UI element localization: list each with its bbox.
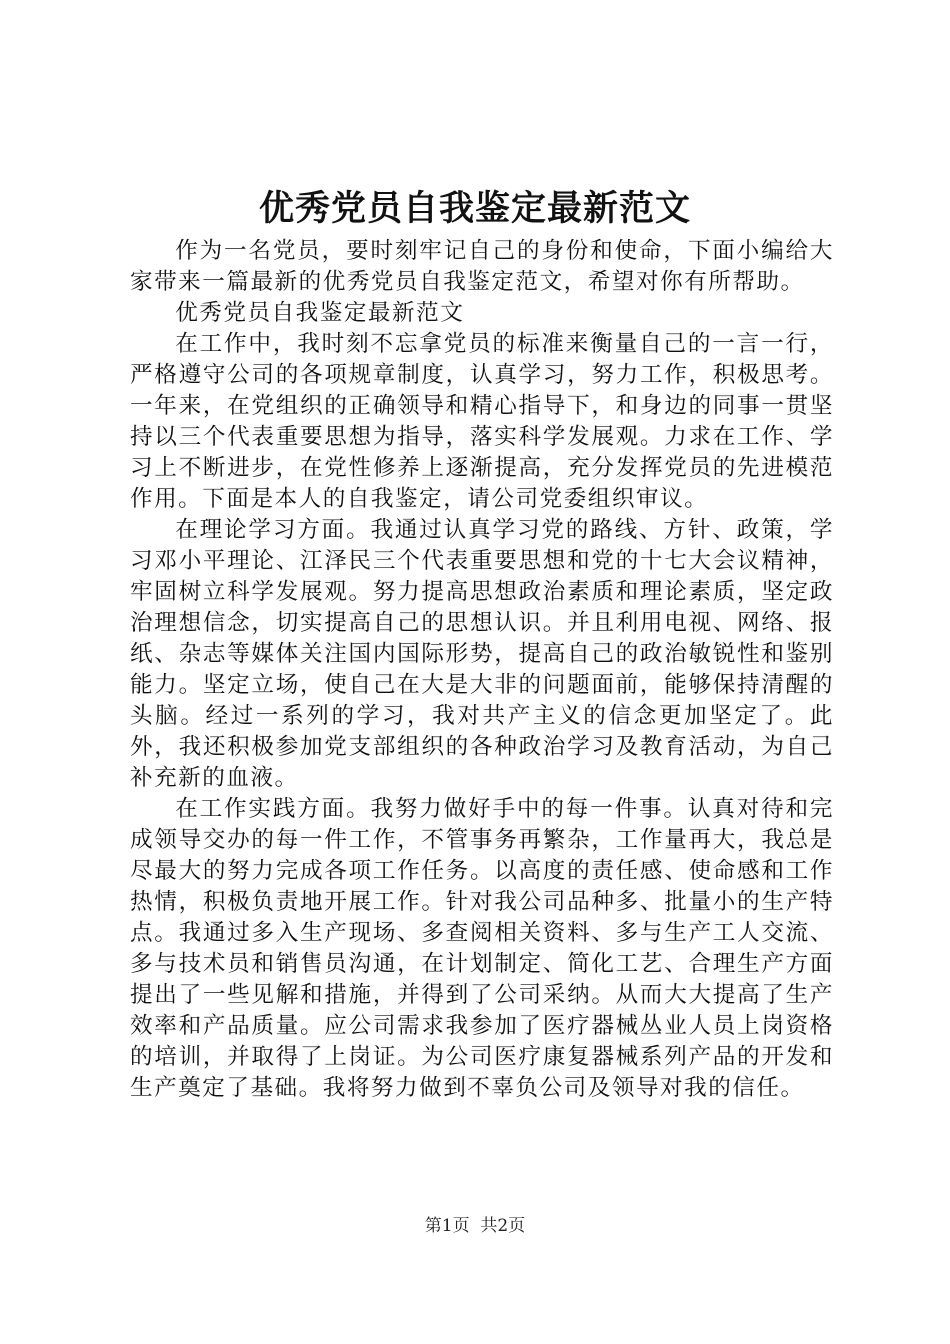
work-paragraph: 在工作中，我时刻不忘拿党员的标准来衡量自己的一言一行，严格遵守公司的各项规章制度，认真学习，努力工作，积极思考。一年来，在党组织的正确领导和精心指导下，和身边的同事一贯坚持以三个代表重要思想为指导，落实科学发展观。力求在工作、学习上不断进步，在党性修养上逐渐提高，充分发挥党员的先进模范作用。下面是本人的自我鉴定，请公司党委组织审议。 <box>130 331 834 512</box>
document-body <box>130 236 834 1104</box>
document-title: 优秀党员自我鉴定最新范文 <box>258 188 691 229</box>
intro-paragraph: 作为一名党员，要时刻牢记自己的身份和使命，下面小编给大家带来一篇最新的优秀党员自我鉴定范文，希望对你有所帮助。 <box>130 238 834 295</box>
theory-study-paragraph: 在理论学习方面。我通过认真学习党的路线、方针、政策，学习邓小平理论、江泽民三个代表重要思想和党的十七大会议精神，牢固树立科学发展观。努力提高思想政治素质和理论素质，坚定政治理想信念，切实提高自己的思想认识。并且利用电视、网络、报纸、杂志等媒体关注国内国际形势，提高自己的政治敏锐性和鉴别能力。坚定立场，使自己在大是大非的问题面前，能够保持清醒的头脑。经过一系列的学习，我对共产主义的信念更加坚定了。此外，我还积极参加党支部组织的各种政治学习及教育活动，为自己补充新的血液。 <box>130 517 834 791</box>
work-practice-paragraph: 在工作实践方面。我努力做好手中的每一件事。认真对待和完成领导交办的每一件工作，不管事务再繁杂，工作量再大，我总是尽最大的努力完成各项工作任务。以高度的责任感、使命感和工作热情，积极负责地开展工作。针对我公司品种多、批量小的生产特点。我通过多入生产现场、多查阅相关资料、多与生产工人交流、多与技术员和销售员沟通，在计划制定、简化工艺、合理生产方面提出了一些见解和措施，并得到了公司采纳。从而大大提高了生产效率和产品质量。应公司需求我参加了医疗器械丛业人员上岗资格的培训，并取得了上岗证。为公司医疗康复器械系列产品的开发和生产奠定了基础。我将努力做到不辜负公司及领导对我的信任。 <box>130 796 834 1101</box>
subheading-paragraph: 优秀党员自我鉴定最新范文 <box>175 300 465 326</box>
page-footer: 第1页 共2页 <box>424 1216 526 1236</box>
